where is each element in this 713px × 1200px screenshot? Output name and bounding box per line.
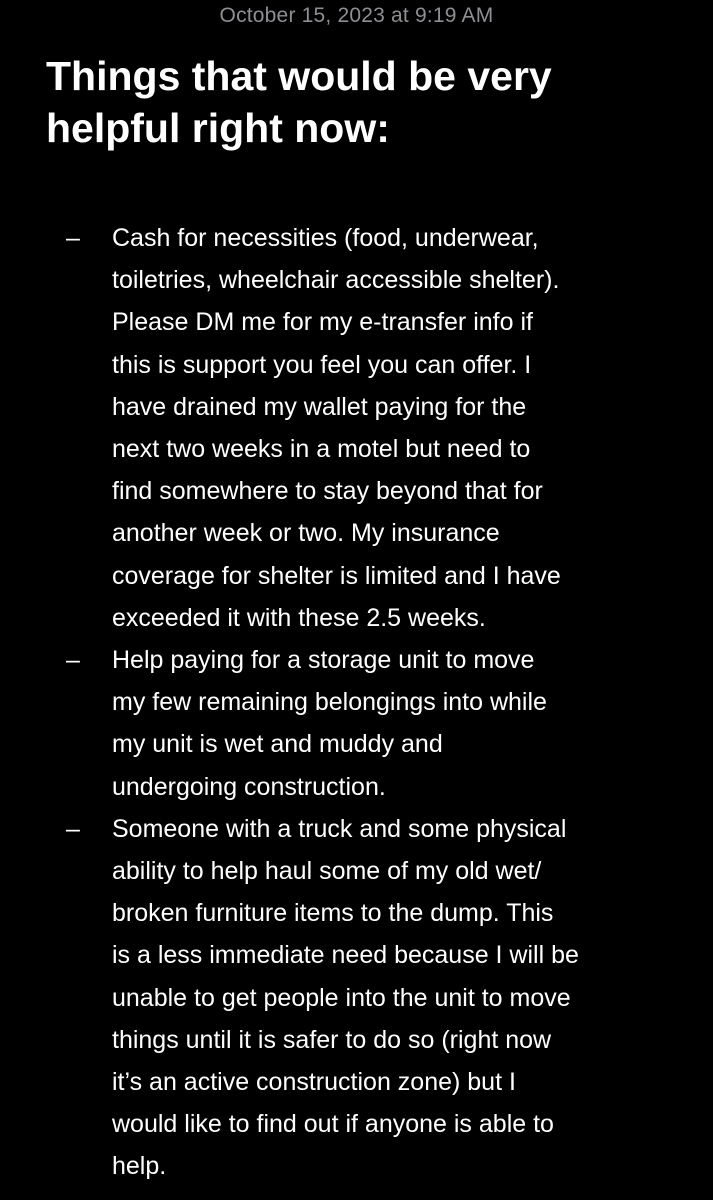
list-item-cash[interactable] (0, 217, 713, 639)
note-title-line: helpful right now: (46, 105, 390, 151)
dash-bullet: – (66, 814, 80, 843)
list-item-line: coverage for shelter is limited and I have (112, 561, 561, 590)
list-item-line: Someone with a truck and some physical (112, 814, 567, 843)
list-item-line: ability to help haul some of my old wet/ (112, 857, 542, 886)
note-timestamp: October 15, 2023 at 9:19 AM (219, 4, 494, 27)
list-item-line: find somewhere to stay beyond that for (112, 477, 543, 506)
list-item-truck[interactable] (0, 808, 713, 1188)
list-item-line: next two weeks in a motel but need to (112, 435, 531, 464)
list-item-line: Help paying for a storage unit to move (112, 646, 535, 675)
dash-bullet: – (66, 646, 80, 675)
list-item-storage[interactable] (0, 639, 713, 808)
list-item-line: my unit is wet and muddy and (112, 730, 443, 759)
dash-bullet: – (66, 224, 80, 252)
list-item-line: is a less immediate need because I will be (112, 941, 579, 970)
list-item-line: toiletries, wheelchair accessible shelter). (112, 266, 560, 295)
list-item-line: Please DM me for my e-transfer info if (112, 308, 533, 337)
list-item-line: it’s an active construction zone) but I (112, 1068, 516, 1097)
list-item-line: unable to get people into the unit to move (112, 983, 571, 1012)
list-item-line: another week or two. My insurance (112, 519, 500, 548)
list-item-line: this is support you feel you can offer. I (112, 350, 532, 379)
list-item-line: Cash for necessities (food, underwear, (112, 224, 539, 252)
list-item-line: things until it is safer to do so (right now (112, 1025, 552, 1054)
note-title[interactable] (46, 50, 686, 154)
list-item-line: have drained my wallet paying for the (112, 392, 527, 421)
list-item-line: exceeded it with these 2.5 weeks. (112, 603, 486, 632)
note-bullet-list[interactable] (0, 217, 713, 1188)
list-item-line: undergoing construction. (112, 772, 386, 801)
list-item-line: would like to find out if anyone is able to (112, 1110, 554, 1139)
list-item-line: broken furniture items to the dump. This (112, 899, 554, 928)
note-title-line: Things that would be very (46, 53, 552, 99)
list-item-line: help. (112, 1152, 167, 1181)
list-item-line: my few remaining belongings into while (112, 688, 547, 717)
